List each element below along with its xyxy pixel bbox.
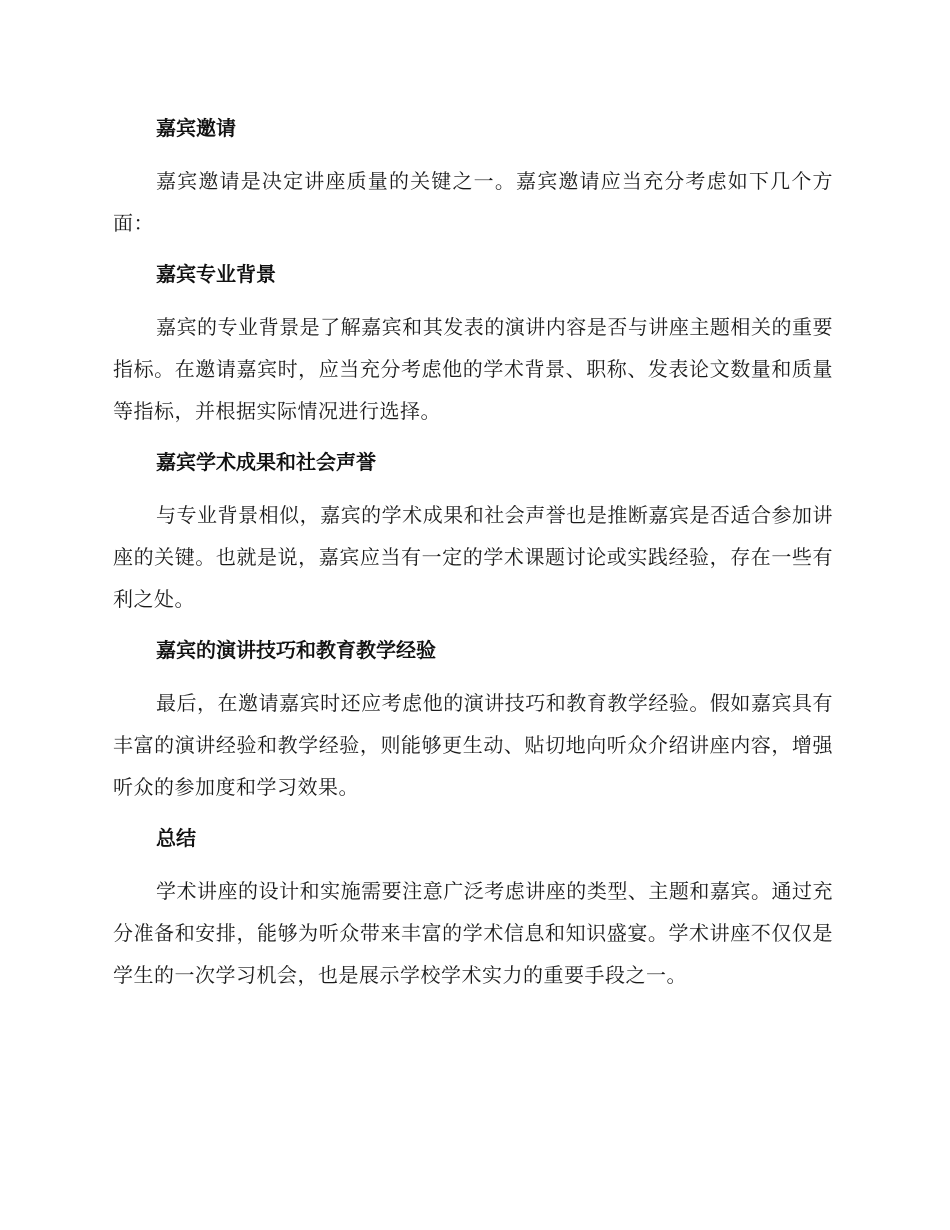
section-paragraph-professional-background: 嘉宾的专业背景是了解嘉宾和其发表的演讲内容是否与讲座主题相关的重要指标。在邀请嘉宾时，应当充分考虑他的学术背景、职称、发表论文数量和质量等指标，并根据实际情况进行选择。 <box>113 315 833 423</box>
section-heading-speaking-skills: 嘉宾的演讲技巧和教育教学经验 <box>156 638 436 662</box>
section-heading-professional-background: 嘉宾专业背景 <box>156 262 276 286</box>
section-paragraph-academic-achievements: 与专业背景相似，嘉宾的学术成果和社会声誉也是推断嘉宾是否适合参加讲座的关键。也就是说，嘉宾应当有一定的学术课题讨论或实践经验，存在一些有利之处。 <box>113 503 833 611</box>
section-paragraph-summary: 学术讲座的设计和实施需要注意广泛考虑讲座的类型、主题和嘉宾。通过充分准备和安排，能够为听众带来丰富的学术信息和知识盛宴。学术讲座不仅仅是学生的一次学习机会，也是展示学校学术实力的重要手段之一。 <box>113 879 833 987</box>
section-paragraph-speaking-skills: 最后，在邀请嘉宾时还应考虑他的演讲技巧和教育教学经验。假如嘉宾具有丰富的演讲经验和教学经验，则能够更生动、贴切地向听众介绍讲座内容，增强听众的参加度和学习效果。 <box>113 691 833 799</box>
section-paragraph-guest-invitation: 嘉宾邀请是决定讲座质量的关键之一。嘉宾邀请应当充分考虑如下几个方面： <box>113 169 833 235</box>
section-heading-guest-invitation: 嘉宾邀请 <box>156 116 236 140</box>
document-content <box>113 108 833 1006</box>
section-heading-academic-achievements: 嘉宾学术成果和社会声誉 <box>156 450 376 474</box>
section-heading-summary: 总结 <box>156 826 196 850</box>
